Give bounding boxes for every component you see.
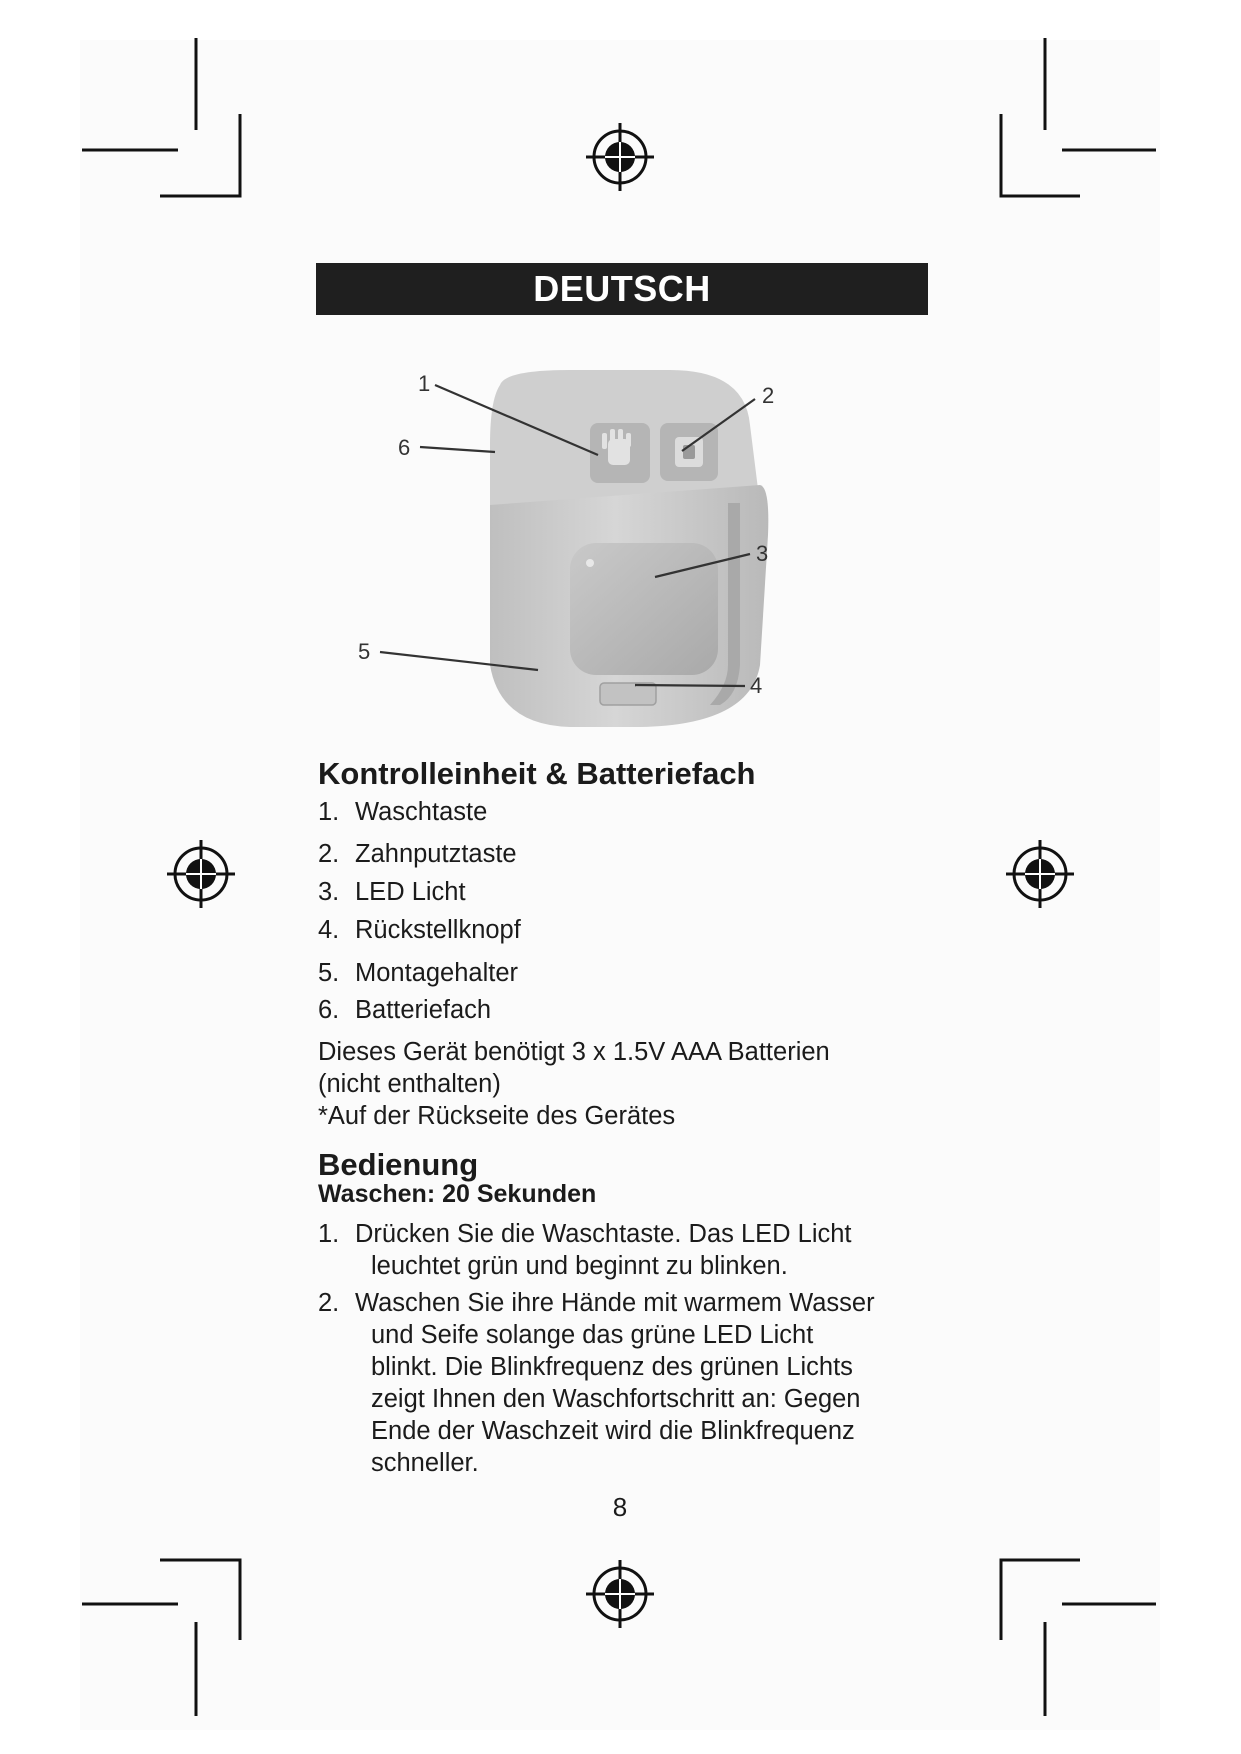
- step-text: schneller.: [371, 1449, 479, 1477]
- list-item: [318, 914, 521, 946]
- tooth-icon: [675, 437, 703, 467]
- crop-mark: [160, 1560, 240, 1640]
- page-number: 8: [612, 1492, 628, 1522]
- list-number: 2.: [318, 840, 340, 868]
- list-number: 1.: [318, 798, 340, 826]
- step-number: 2.: [318, 1289, 340, 1317]
- step-text: Ende der Waschzeit wird die Blinkfrequenz: [371, 1417, 855, 1445]
- language-banner: DEUTSCH: [316, 263, 928, 315]
- callout-number: 6: [398, 435, 411, 460]
- step-item: [318, 1218, 852, 1250]
- list-item: [318, 876, 466, 908]
- crop-mark: [160, 114, 240, 196]
- callout-line-4: [635, 685, 745, 686]
- registration-mark: [167, 840, 235, 908]
- battery-note: (nicht enthalten): [318, 1070, 501, 1098]
- callout-number: 5: [358, 639, 371, 664]
- step-text: und Seife solange das grüne LED Licht: [371, 1321, 814, 1349]
- step-item: [318, 1287, 875, 1319]
- subsection-title-washing: Waschen: 20 Sekunden: [318, 1180, 597, 1208]
- list-number: 3.: [318, 878, 340, 906]
- step-text: leuchtet grün und beginnt zu blinken.: [371, 1252, 788, 1280]
- section-title-control-unit: Kontrolleinheit & Batteriefach: [318, 756, 756, 791]
- crop-mark: [1001, 1560, 1080, 1640]
- list-text: Waschtaste: [355, 798, 488, 826]
- registration-mark: [586, 123, 654, 191]
- step-text: zeigt Ihnen den Waschfortschritt an: Gegen: [371, 1385, 861, 1413]
- device-illustration: [340, 365, 870, 740]
- reset-button: [600, 683, 656, 705]
- list-item: [318, 796, 487, 828]
- section-title-operation: Bedienung: [318, 1147, 479, 1182]
- step-text: Drücken Sie die Waschtaste. Das LED Licht: [355, 1220, 852, 1248]
- list-text: Zahnputztaste: [355, 840, 517, 868]
- crop-mark: [1001, 114, 1080, 196]
- battery-note: Dieses Gerät benötigt 3 x 1.5V AAA Batterien: [318, 1038, 830, 1066]
- list-text: Montagehalter: [355, 959, 519, 987]
- callout-number: 2: [762, 383, 775, 408]
- list-number: 6.: [318, 996, 340, 1024]
- list-item: [318, 838, 517, 870]
- step-text: blinkt. Die Blinkfrequenz des grünen Lichts: [371, 1353, 853, 1381]
- registration-mark: [586, 1560, 654, 1628]
- list-item: [318, 957, 518, 989]
- list-text: Batteriefach: [355, 996, 492, 1024]
- step-number: 1.: [318, 1220, 340, 1248]
- list-text: LED Licht: [355, 878, 466, 906]
- callout-line-6: [420, 447, 495, 452]
- list-text: Rückstellknopf: [355, 916, 521, 944]
- list-number: 5.: [318, 959, 340, 987]
- step-text: Waschen Sie ihre Hände mit warmem Wasser: [355, 1289, 875, 1317]
- callout-number: 4: [750, 673, 763, 698]
- led-highlight: [586, 559, 594, 567]
- callout-number: 3: [756, 541, 769, 566]
- registration-mark: [1006, 840, 1074, 908]
- list-item: [318, 994, 491, 1026]
- callout-number: 1: [418, 371, 431, 396]
- list-number: 4.: [318, 916, 340, 944]
- battery-note: *Auf der Rückseite des Gerätes: [318, 1102, 676, 1130]
